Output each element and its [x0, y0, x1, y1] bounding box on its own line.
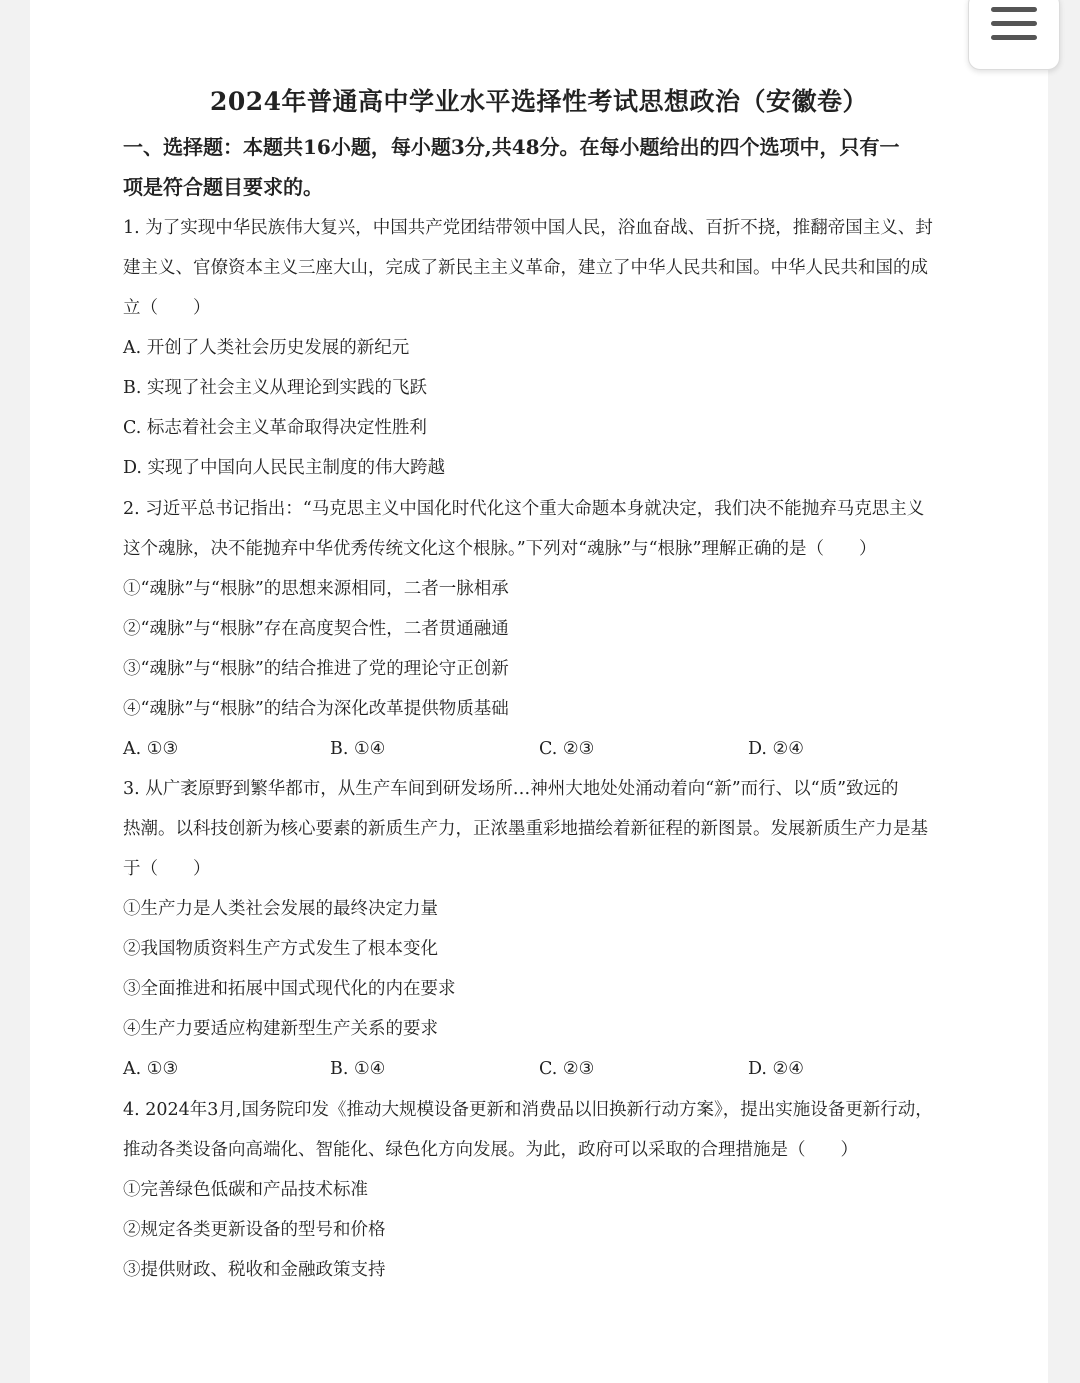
q3-statement-2: ②我国物质资料生产方式发生了根本变化 — [123, 939, 438, 959]
q4-statement-2: ②规定各类更新设备的型号和价格 — [123, 1220, 386, 1240]
q4-statement-3: ③提供财政、税收和金融政策支持 — [123, 1260, 386, 1280]
q4-statement-1: ①完善绿色低碳和产品技术标准 — [123, 1180, 368, 1200]
q2-statement-1: ①“魂脉”与“根脉”的思想来源相同，二者一脉相承 — [123, 579, 509, 599]
q3-statement-1: ①生产力是人类社会发展的最终决定力量 — [123, 899, 438, 919]
menu-icon — [991, 7, 1037, 12]
menu-icon-bar — [991, 21, 1037, 26]
q2-stem-line-2: 这个魂脉，决不能抛弃中华优秀传统文化这个根脉。”下列对“魂脉”与“根脉”理解正确的是（ ） — [123, 539, 877, 559]
q2-option-d: D. ②④ — [748, 739, 804, 759]
q1-stem-line-3: 立（ ） — [123, 298, 211, 318]
menu-button[interactable] — [968, 0, 1060, 70]
q2-statement-4: ④“魂脉”与“根脉”的结合为深化改革提供物质基础 — [123, 699, 509, 719]
q4-stem-line-1: 4. 2024年3月,国务院印发《推动大规模设备更新和消费品以旧换新行动方案》，提出实施设备更新行动， — [123, 1100, 933, 1120]
q3-option-d: D. ②④ — [748, 1059, 804, 1079]
q3-option-a: A. ①③ — [123, 1059, 179, 1079]
q1-option-b: B. 实现了社会主义从理论到实践的飞跃 — [123, 378, 427, 398]
q1-stem-line-2: 建主义、官僚资本主义三座大山，完成了新民主主义革命，建立了中华人民共和国。中华人民共和国的成 — [123, 258, 928, 278]
q2-option-b: B. ①④ — [330, 739, 386, 759]
q2-option-a: A. ①③ — [123, 739, 179, 759]
q3-option-c: C. ②③ — [539, 1059, 595, 1079]
q2-statement-2: ②“魂脉”与“根脉”存在高度契合性，二者贯通融通 — [123, 619, 509, 639]
document-page — [30, 0, 1048, 1383]
q1-stem-line-1: 1. 为了实现中华民族伟大复兴，中国共产党团结带领中国人民，浴血奋战、百折不挠，推翻帝国主义、封 — [123, 218, 933, 238]
q1-option-d: D. 实现了中国向人民民主制度的伟大跨越 — [123, 458, 446, 478]
q3-statement-3: ③全面推进和拓展中国式现代化的内在要求 — [123, 979, 456, 999]
page-title: 2024年普通高中学业水平选择性考试思想政治（安徽卷） — [209, 87, 869, 116]
q3-option-b: B. ①④ — [330, 1059, 386, 1079]
q3-stem-line-2: 热潮。以科技创新为核心要素的新质生产力，正浓墨重彩地描绘着新征程的新图景。发展新质生产力是基 — [123, 819, 928, 839]
q2-stem-line-1: 2. 习近平总书记指出：“马克思主义中国化时代化这个重大命题本身就决定，我们决不能抛弃马克思主义 — [123, 499, 925, 519]
q2-option-c: C. ②③ — [539, 739, 595, 759]
q3-stem-line-3: 于（ ） — [123, 859, 211, 879]
q2-statement-3: ③“魂脉”与“根脉”的结合推进了党的理论守正创新 — [123, 659, 509, 679]
section-heading-line-1: 一、选择题：本题共16小题，每小题3分,共48分。在每小题给出的四个选项中，只有一 — [123, 135, 900, 159]
menu-icon-bar — [991, 35, 1037, 40]
section-heading-line-2: 项是符合题目要求的。 — [123, 175, 323, 199]
q3-statement-4: ④生产力要适应构建新型生产关系的要求 — [123, 1019, 438, 1039]
q3-stem-line-1: 3. 从广袤原野到繁华都市，从生产车间到研发场所…神州大地处处涌动着向“新”而行、以“质”致远的 — [123, 779, 899, 799]
q4-stem-line-2: 推动各类设备向高端化、智能化、绿色化方向发展。为此，政府可以采取的合理措施是（ ） — [123, 1140, 858, 1160]
q1-option-c: C. 标志着社会主义革命取得决定性胜利 — [123, 418, 427, 438]
q1-option-a: A. 开创了人类社会历史发展的新纪元 — [123, 338, 410, 358]
